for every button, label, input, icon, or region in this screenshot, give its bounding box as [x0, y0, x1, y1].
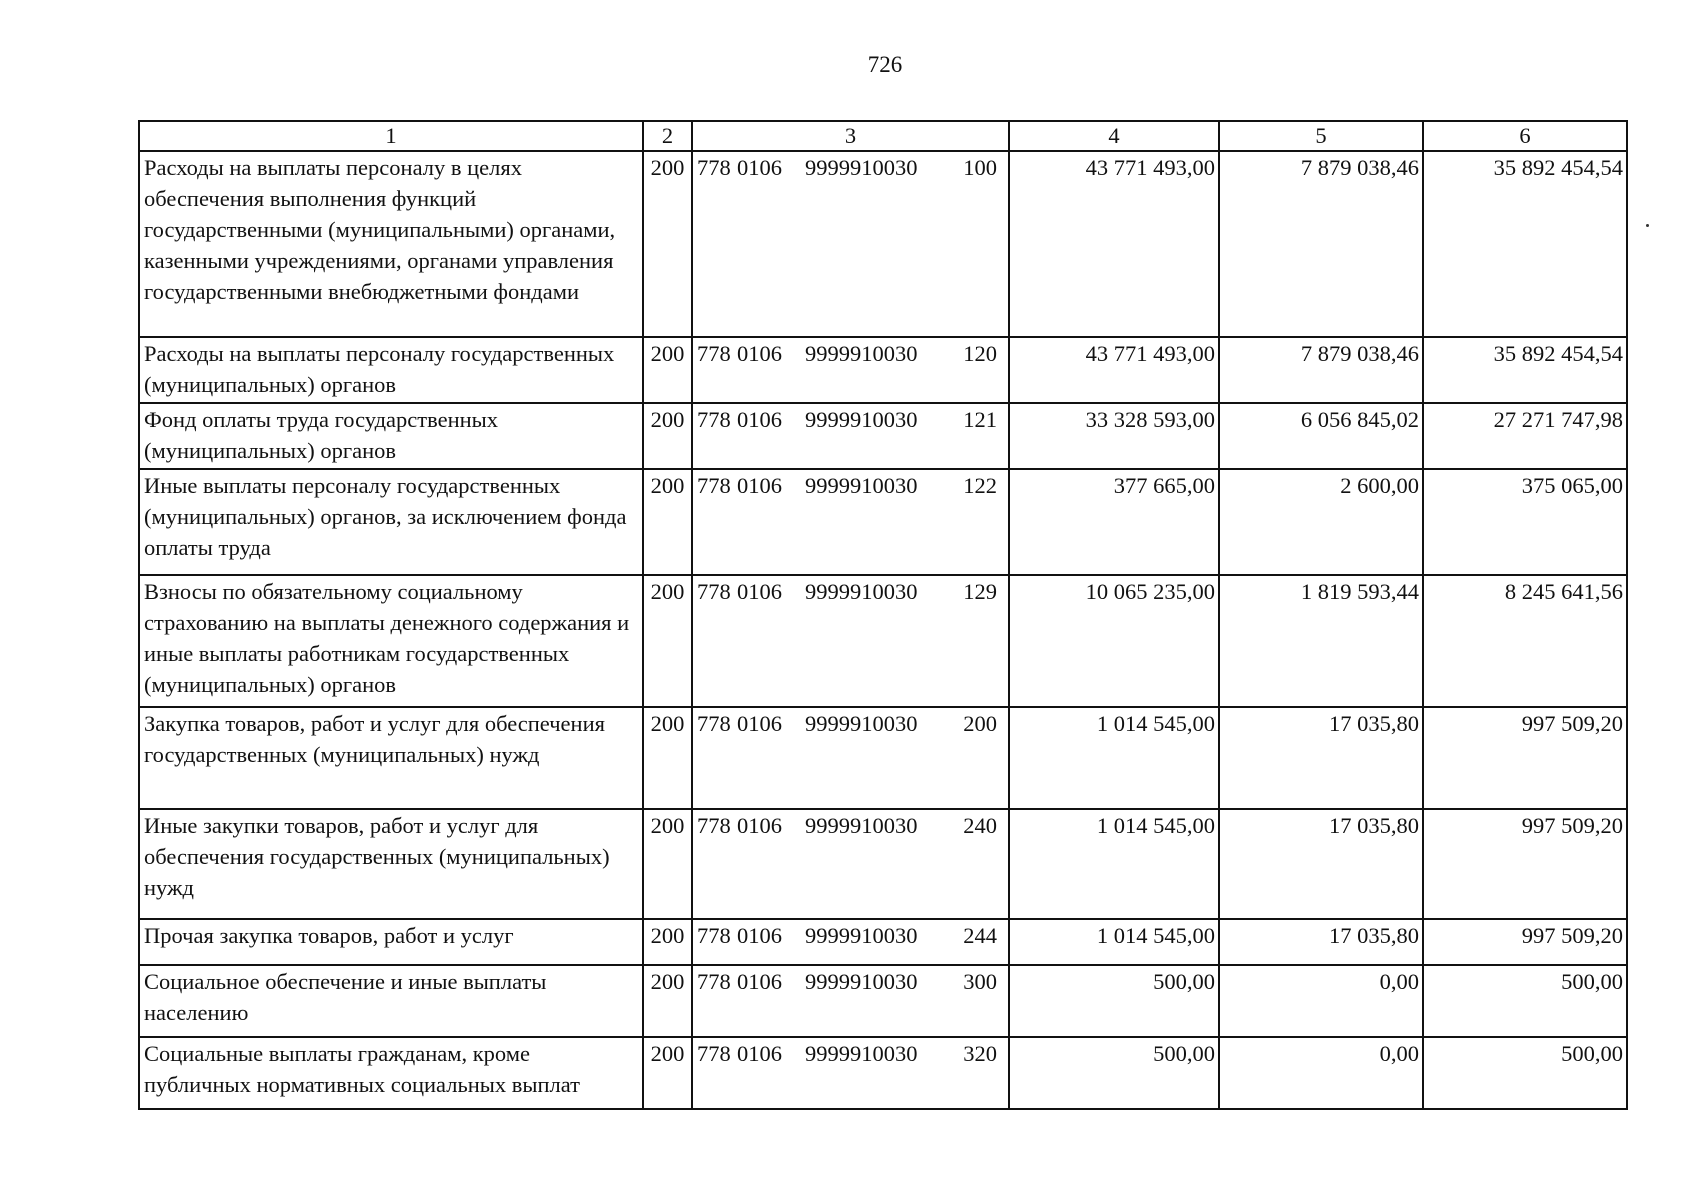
value-col4: 10 065 235,00: [1009, 575, 1219, 707]
table-row: [139, 965, 1627, 1037]
row-classification: [692, 337, 1009, 403]
header-cell: 4: [1009, 121, 1219, 151]
row-classification: [692, 919, 1009, 965]
admin-code: 778: [697, 923, 731, 948]
value-col5: 17 035,80: [1219, 919, 1423, 965]
table-row: [139, 1037, 1627, 1109]
header-cell: 5: [1219, 121, 1423, 151]
target-code: 9999910030: [805, 407, 918, 432]
admin-code: 778: [697, 155, 731, 180]
row-name: Расходы на выплаты персоналу государственных (муниципальных) органов: [139, 337, 643, 403]
value-col4: 33 328 593,00: [1009, 403, 1219, 469]
expense-type-code: 200: [963, 711, 997, 736]
row-name: Фонд оплаты труда государственных (муниципальных) органов: [139, 403, 643, 469]
value-col6: 8 245 641,56: [1423, 575, 1627, 707]
value-col5: 0,00: [1219, 965, 1423, 1037]
section-code: 0106: [737, 969, 782, 994]
row-classification: [692, 965, 1009, 1037]
row-classification: [692, 151, 1009, 337]
scan-speck: [1646, 224, 1649, 227]
table-row: [139, 151, 1627, 337]
value-col5: 0,00: [1219, 1037, 1423, 1109]
value-col4: 1 014 545,00: [1009, 707, 1219, 809]
value-col4: 1 014 545,00: [1009, 919, 1219, 965]
expense-type-code: 122: [963, 473, 997, 498]
value-col4: 43 771 493,00: [1009, 337, 1219, 403]
section-code: 0106: [737, 813, 782, 838]
value-col6: 500,00: [1423, 965, 1627, 1037]
target-code: 9999910030: [805, 1041, 918, 1066]
row-code: 200: [643, 1037, 692, 1109]
expense-type-code: 100: [963, 155, 997, 180]
target-code: 9999910030: [805, 969, 918, 994]
table-row: [139, 403, 1627, 469]
value-col4: 500,00: [1009, 1037, 1219, 1109]
header-cell: 2: [643, 121, 692, 151]
row-name: Социальное обеспечение и иные выплаты населению: [139, 965, 643, 1037]
value-col6: 375 065,00: [1423, 469, 1627, 575]
header-cell: 1: [139, 121, 643, 151]
row-classification: [692, 707, 1009, 809]
table-row: [139, 575, 1627, 707]
admin-code: 778: [697, 341, 731, 366]
row-name: Расходы на выплаты персоналу в целях обеспечения выполнения функций государственными (муниципальными) органами, казенными учреждениями, органами управления государственными внебюджетными фондами: [139, 151, 643, 337]
row-classification: [692, 809, 1009, 919]
row-classification: [692, 1037, 1009, 1109]
section-code: 0106: [737, 155, 782, 180]
value-col6: 35 892 454,54: [1423, 337, 1627, 403]
value-col5: 6 056 845,02: [1219, 403, 1423, 469]
section-code: 0106: [737, 341, 782, 366]
table-row: [139, 919, 1627, 965]
row-code: 200: [643, 151, 692, 337]
expense-type-code: 300: [963, 969, 997, 994]
target-code: 9999910030: [805, 711, 918, 736]
row-classification: [692, 403, 1009, 469]
row-classification: [692, 469, 1009, 575]
value-col5: 17 035,80: [1219, 809, 1423, 919]
target-code: 9999910030: [805, 155, 918, 180]
table-row: [139, 809, 1627, 919]
admin-code: 778: [697, 969, 731, 994]
target-code: 9999910030: [805, 473, 918, 498]
value-col5: 1 819 593,44: [1219, 575, 1423, 707]
admin-code: 778: [697, 473, 731, 498]
section-code: 0106: [737, 711, 782, 736]
target-code: 9999910030: [805, 579, 918, 604]
row-code: 200: [643, 707, 692, 809]
row-code: 200: [643, 965, 692, 1037]
row-name: Иные закупки товаров, работ и услуг для обеспечения государственных (муниципальных) нужд: [139, 809, 643, 919]
table-row: [139, 707, 1627, 809]
value-col5: 17 035,80: [1219, 707, 1423, 809]
row-code: 200: [643, 403, 692, 469]
admin-code: 778: [697, 711, 731, 736]
section-code: 0106: [737, 407, 782, 432]
value-col5: 2 600,00: [1219, 469, 1423, 575]
row-name: Иные выплаты персоналу государственных (муниципальных) органов, за исключением фонда оплаты труда: [139, 469, 643, 575]
row-name: Закупка товаров, работ и услуг для обеспечения государственных (муниципальных) нужд: [139, 707, 643, 809]
table-row: [139, 337, 1627, 403]
row-code: 200: [643, 809, 692, 919]
value-col4: 500,00: [1009, 965, 1219, 1037]
row-code: 200: [643, 919, 692, 965]
target-code: 9999910030: [805, 813, 918, 838]
admin-code: 778: [697, 1041, 731, 1066]
section-code: 0106: [737, 579, 782, 604]
table-header-row: [139, 121, 1627, 151]
admin-code: 778: [697, 813, 731, 838]
header-cell: 6: [1423, 121, 1627, 151]
value-col6: 27 271 747,98: [1423, 403, 1627, 469]
row-code: 200: [643, 337, 692, 403]
section-code: 0106: [737, 1041, 782, 1066]
row-classification: [692, 575, 1009, 707]
target-code: 9999910030: [805, 923, 918, 948]
row-name: Взносы по обязательному социальному страхованию на выплаты денежного содержания и иные выплаты работникам государственных (муниципальных) органов: [139, 575, 643, 707]
expense-type-code: 320: [963, 1041, 997, 1066]
table-row: [139, 469, 1627, 575]
row-name: Социальные выплаты гражданам, кроме публичных нормативных социальных выплат: [139, 1037, 643, 1109]
expense-type-code: 240: [963, 813, 997, 838]
expense-type-code: 121: [963, 407, 997, 432]
page-number: 726: [867, 52, 903, 77]
admin-code: 778: [697, 407, 731, 432]
value-col4: 43 771 493,00: [1009, 151, 1219, 337]
expense-type-code: 120: [963, 341, 997, 366]
row-code: 200: [643, 575, 692, 707]
row-code: 200: [643, 469, 692, 575]
value-col6: 997 509,20: [1423, 809, 1627, 919]
section-code: 0106: [737, 473, 782, 498]
value-col6: 997 509,20: [1423, 919, 1627, 965]
value-col5: 7 879 038,46: [1219, 151, 1423, 337]
expense-type-code: 129: [963, 579, 997, 604]
value-col4: 1 014 545,00: [1009, 809, 1219, 919]
admin-code: 778: [697, 579, 731, 604]
value-col6: 500,00: [1423, 1037, 1627, 1109]
target-code: 9999910030: [805, 341, 918, 366]
budget-table: [138, 120, 1628, 1110]
value-col6: 997 509,20: [1423, 707, 1627, 809]
value-col5: 7 879 038,46: [1219, 337, 1423, 403]
row-name: Прочая закупка товаров, работ и услуг: [139, 919, 643, 965]
value-col4: 377 665,00: [1009, 469, 1219, 575]
value-col6: 35 892 454,54: [1423, 151, 1627, 337]
section-code: 0106: [737, 923, 782, 948]
header-cell: 3: [692, 121, 1009, 151]
expense-type-code: 244: [963, 923, 997, 948]
